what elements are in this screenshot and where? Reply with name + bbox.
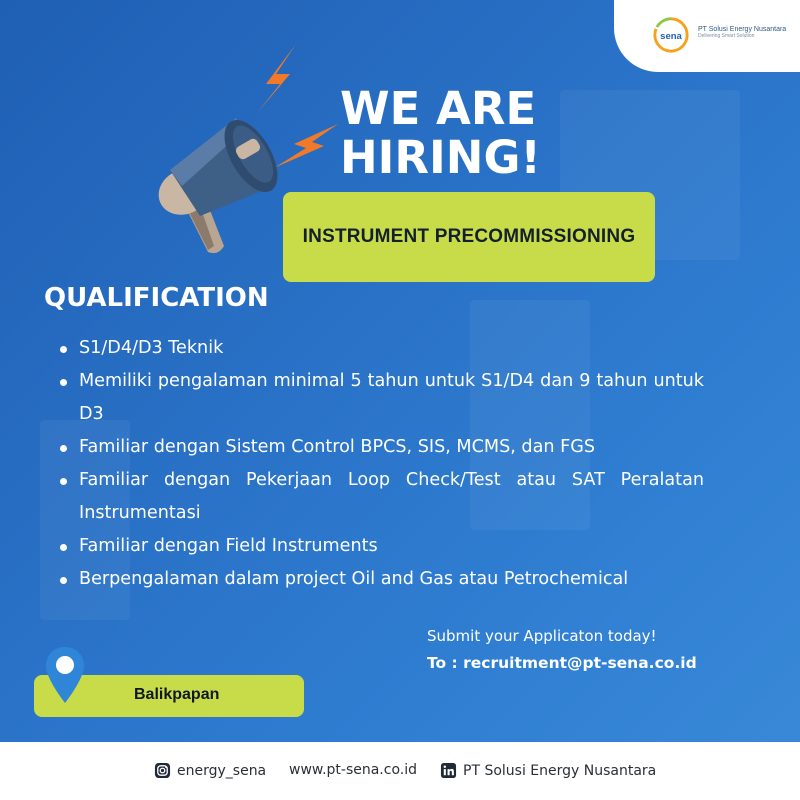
submit-text: Submit your Applicaton today! — [427, 627, 657, 645]
instagram-icon — [154, 762, 171, 779]
brand-name: PT Solusi Energy Nusantara — [698, 26, 787, 33]
linkedin-name: PT Solusi Energy Nusantara — [463, 762, 657, 779]
position-title: INSTRUMENT PRECOMMISSIONING — [302, 226, 636, 247]
footer — [0, 742, 800, 800]
sena-logo-icon — [652, 16, 690, 54]
footer-linkedin[interactable] — [440, 762, 656, 779]
brand-logo-panel — [614, 0, 800, 72]
submit-info — [427, 624, 697, 672]
instagram-handle: energy_sena — [177, 762, 267, 779]
svg-text:sena: sena — [660, 30, 682, 42]
brand-tagline: Delivering Smart Solution — [698, 33, 755, 39]
qualification-list — [60, 332, 704, 596]
headline-line-2: HIRING! — [340, 131, 541, 184]
recruitment-email[interactable]: To : recruitment@pt-sena.co.id — [427, 654, 697, 672]
list-item: Familiar dengan Sistem Control BPCS, SIS, MCMS, dan FGS — [60, 431, 704, 464]
position-banner — [283, 192, 655, 282]
qualification-title: QUALIFICATION — [44, 283, 269, 313]
location-pin-icon — [44, 645, 86, 707]
list-item: Memiliki pengalaman minimal 5 tahun untuk S1/D4 dan 9 tahun untuk D3 — [60, 365, 704, 431]
website-url: www.pt-sena.co.id — [289, 762, 417, 778]
list-item: Berpengalaman dalam project Oil and Gas atau Petrochemical — [60, 563, 704, 596]
footer-website[interactable] — [289, 762, 417, 778]
footer-instagram[interactable] — [154, 762, 266, 779]
linkedin-icon — [440, 762, 457, 779]
list-item: Familiar dengan Pekerjaan Loop Check/Test atau SAT Peralatan Instrumentasi — [60, 464, 704, 530]
list-item: S1/D4/D3 Teknik — [60, 332, 704, 365]
headline-line-1: WE ARE — [340, 82, 537, 135]
location-city: Balikpapan — [134, 686, 220, 703]
headline — [340, 84, 541, 182]
list-item: Familiar dengan Field Instruments — [60, 530, 704, 563]
